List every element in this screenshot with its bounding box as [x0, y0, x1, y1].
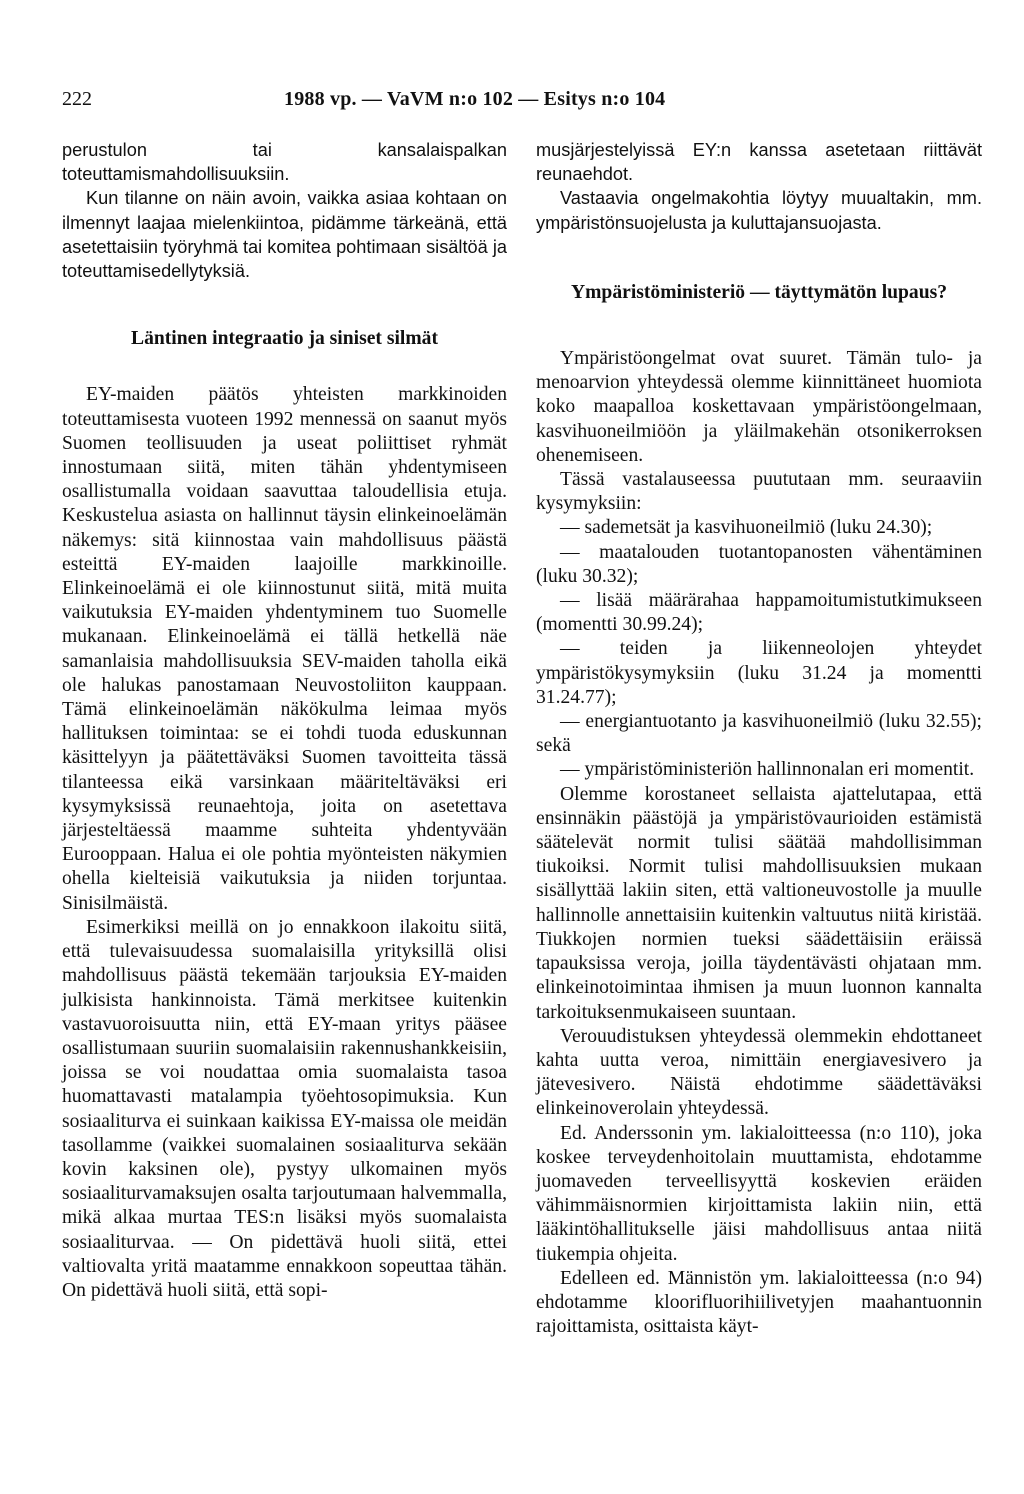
- right-paragraph-7: Edelleen ed. Männistön ym. lakialoitteessa (n:o 94) ehdotamme kloorifluorihiilivetyjen maahantuonnin rajoittamista, osittaista käyt-: [536, 1267, 982, 1338]
- list-item: — energiantuotanto ja kasvihuoneilmiö (luku 32.55); sekä: [536, 711, 982, 757]
- left-column: [62, 138, 507, 1303]
- right-paragraph-2: Ympäristöongelmat ovat suuret. Tämän tulo- ja menoarvion yhteydessä olemme kiinnittäneet huomiota koko maapalloa koskettavaan ympäristöongelmaan, kasvihuoneilmiöön ja yläilmakehän otsonikerroksen ohenemiseen.: [536, 348, 982, 466]
- right-paragraph-6: Ed. Anderssonin ym. lakialoitteessa (n:o 110), joka koskee terveydenhoitolain muuttamista, ehdotamme juomaveden terveellisyyttä koskevien eräiden vähimmäisnormien kirjoittamista lakiin niin, että lääkintöhallitukselle jäisi mahdollisuus antaa niitä tiukempia ohjeita.: [536, 1122, 982, 1265]
- right-paragraph-5: Verouudistuksen yhteydessä olemmekin ehdottaneet kahta uutta veroa, nimittäin energiavesivero ja jätevesivero. Näistä ehdotimme säädettäväksi elinkeinoverolain yhteydessä.: [536, 1025, 982, 1120]
- left-intro-paragraph: perustulon tai kansalaispalkan toteuttamismahdollisuuksiin.: [62, 140, 507, 185]
- left-paragraph-1: Kun tilanne on näin avoin, vaikka asiaa kohtaan on ilmennyt laajaa mielenkiintoa, pidämme tärkeänä, että asetettaisiin työryhmä tai komitea pohtimaan sisältöä ja toteuttamisedellytyksiä.: [62, 188, 507, 282]
- left-paragraph-2: EY-maiden päätös yhteisten markkinoiden toteuttamisesta vuoteen 1992 mennessä on saanut myös Suomen teollisuuden ja useat poliittiset ryhmät innostumaan siitä, miten tähän yhdentymiseen osallistumalla voidaan saavuttaa taloudellisia etuja. Keskustelua asiasta on hallinnut täysin elinkeinoelämän näkemys: sitä kiinnostaa vain mahdollisuus päästä esteittä EY-maiden laajoille markkinoille. Elinkeinoelämä ei ole kiinnostunut siitä, mitä muita vaikutuksia EY-maiden yhdentyminem tuo Suomelle mukanaan. Elinkeinoelämä ei tällä hetkellä näe samanlaisia mahdollisuuksia SEV-maiden taholla eikä ole halukas panostamaan Neuvostoliiton kauppaan. Tämä elinkeinoelämän näkökulma leimaa myös hallituksen toimintaa: se ei tohdi tuoda eduskunnan käsittelyyn ja päätettäväksi Suomen tavoitteita tässä tilanteessa eikä varsinkaan määriteltäväksi eri kysymyksissä reunaehtoja, joita on asetettava järjesteltäessä maamme suhteita yhdentyvään Eurooppaan. Halua ei ole pohtia myönteisten näkymien ohella kielteisiä vaikutuksia ja niiden torjuntaa. Sinisilmäistä.: [62, 384, 507, 914]
- section-heading-integraatio: Läntinen integraatio ja siniset silmät: [131, 328, 438, 350]
- right-paragraph-3: Tässä vastalauseessa puututaan mm. seuraaviin kysymyksiin:: [536, 469, 982, 515]
- list-item: — lisää määrärahaa happamoitumistutkimukseen (momentti 30.99.24);: [536, 590, 982, 636]
- right-paragraph-1: Vastaavia ongelmakohtia löytyy muualtakin, mm. ympäristönsuojelusta ja kuluttajansuojasta.: [536, 188, 982, 233]
- right-intro-paragraph: musjärjestelyissä EY:n kanssa asetetaan riittävät reunaehdot.: [536, 140, 982, 185]
- list-item: — maatalouden tuotantopanosten vähentäminen (luku 30.32);: [536, 541, 982, 587]
- left-paragraph-3: Esimerkiksi meillä on jo ennakkoon ilakoitu siitä, että tulevaisuudessa suomalaisilla yrityksillä olisi mahdollisuus päästä tekemään tarjouksia EY-maiden julkisista hankinnoista. Tämä merkitsee kuitenkin vastavuoroisuutta niin, että EY-maan yritys pääsee osallistumaan suuriin suomalaisiin rakennushankkeisiin, joissa se voi noudattaa omia suomalaista tasoa huomattavasti matalampia työehtosopimuksia. Kun sosiaaliturva ei suinkaan kaikissa EY-maissa ole meidän tasollamme (vaikkei suomalainen sosiaaliturva sekään kovin kaksinen ole), pystyy ulkomainen myös sosiaaliturvamaksujen osalta tarjoutumaan halvemmalla, mikä alkaa murtaa TES:n lisäksi myös suomalaista sosiaaliturvaa. — On pidettävä huoli siitä, ettei valtiovalta yritä maatamme ennakkoon sopeuttaa tähän. On pidettävä huoli siitä, että sopi-: [62, 916, 507, 1301]
- running-title: 1988 vp. — VaVM n:o 102 — Esitys n:o 104: [284, 88, 666, 110]
- page-number: 222: [62, 88, 92, 110]
- list-item: — teiden ja liikenneolojen yhteydet ympäristökysymyksiin (luku 31.24 ja momentti 31.24.77);: [536, 638, 982, 708]
- right-paragraph-4: Olemme korostaneet sellaista ajattelutapaa, että ensinnäkin päästöjä ja ympäristövaurioiden estämistä säätelevät normit tulisi säätää mahdollisimman tiukoiksi. Normit tulisi mahdollisuuksien mukaan sisällyttää lakiin siten, että valtioneuvostolle ja muulle hallinnolle annettaisiin kuitenkin valtuutus niitä kiristää. Tiukkojen normien tueksi säädettäisiin eräissä tapauksissa veroja, joilla täydentävästi ohjataan mm. elinkeinotoimintaa ihmisen ja muun luonnon kannalta tarkoituksenmukaiseen suuntaan.: [536, 783, 982, 1023]
- issue-list: [536, 516, 982, 782]
- right-column: [536, 138, 982, 1339]
- list-item: — sademetsät ja kasvihuoneilmiö (luku 24.30);: [560, 517, 933, 539]
- list-item: — ympäristöministeriön hallinnonalan eri momentit.: [560, 759, 975, 781]
- section-heading-ymparistoministerio: Ympäristöministeriö — täyttymätön lupaus?: [570, 281, 948, 303]
